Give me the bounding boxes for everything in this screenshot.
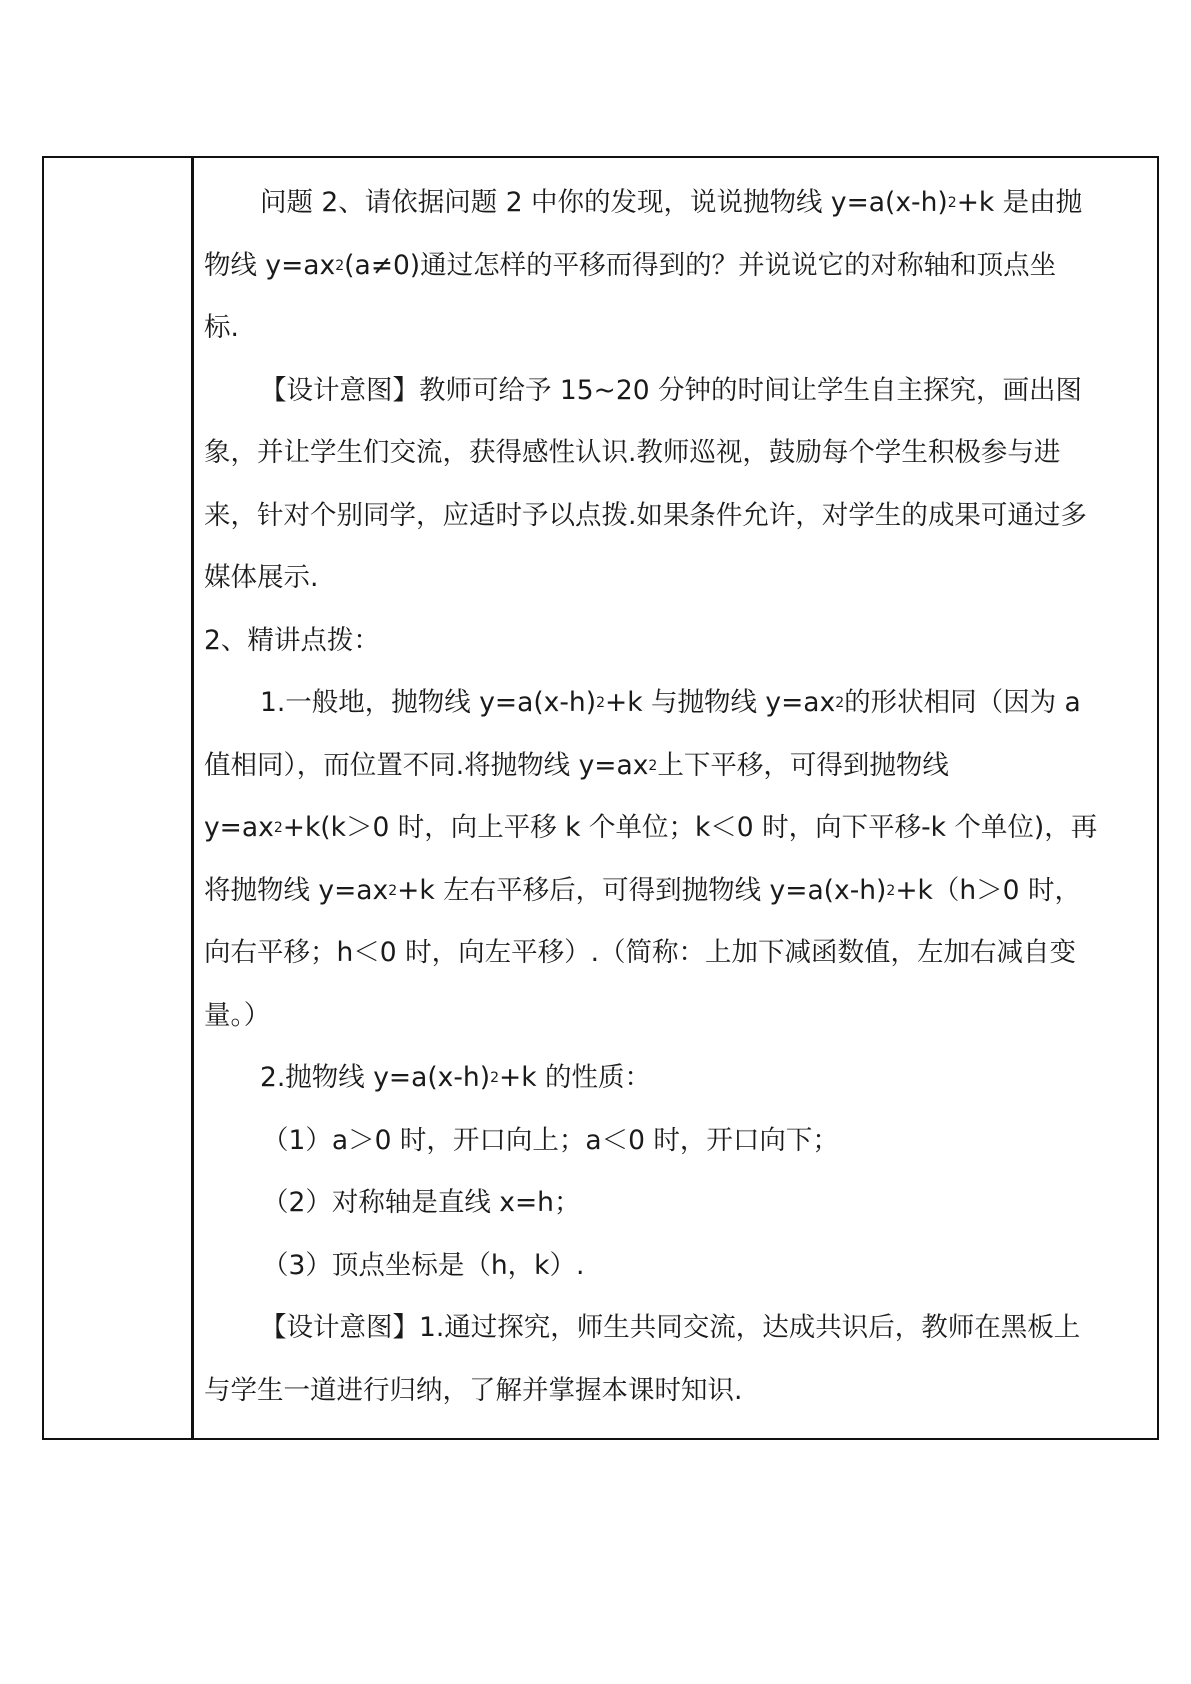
property-1: （1）a＞0 时，开口向上；a＜0 时，开口向下； xyxy=(262,1124,839,1156)
property-3: （3）顶点坐标是（h，k）. xyxy=(262,1249,585,1281)
point-1-line-5: 向右平移；h＜0 时，向左平移）.（简称：上加下减函数值，左加右减自变 xyxy=(204,937,1077,968)
section-heading-key-points: 2、精讲点拨： xyxy=(204,624,380,656)
design-intent-2-line-2: 与学生一道进行归纳，了解并掌握本课时知识. xyxy=(204,1374,743,1406)
design-intent-1-line-3: 来，针对个别同学，应适时予以点拨.如果条件允许，对学生的成果可通过多 xyxy=(204,499,1087,531)
question-2-line-2: 物线 $y=ax^2(a\ne 0)$通过怎样的平移而得到的？并说说它的对称轴和顶点坐 xyxy=(204,249,1057,281)
design-intent-1-line-4: 媒体展示. xyxy=(204,562,319,593)
point-1-line-1: 1.一般地，抛物线 $y=a(x-h)^2+k$ 与抛物线 $y=ax^2$的形状相同（因为 a xyxy=(260,687,1081,718)
point-1-line-6: 量。） xyxy=(204,999,271,1031)
property-2: （2）对称轴是直线 x=h； xyxy=(262,1187,581,1218)
question-2-line-3: 标. xyxy=(204,312,239,343)
lesson-table xyxy=(42,156,1159,1440)
design-intent-1-line-2: 象，并让学生们交流，获得感性认识.教师巡视，鼓励每个学生积极参与进 xyxy=(204,437,1061,468)
point-1-line-2: 值相同），而位置不同.将抛物线 $y=ax^2$上下平移，可得到抛物线 xyxy=(204,749,949,781)
design-intent-2-line-1: 【设计意图】1.通过探究，师生共同交流，达成共识后，教师在黑板上 xyxy=(260,1312,1081,1343)
left-cell xyxy=(44,158,194,1438)
design-intent-1-line-1: 【设计意图】教师可给予 15~20 分钟的时间让学生自主探究，画出图 xyxy=(260,374,1082,406)
point-1-line-4: 将抛物线 $y=ax^2+k$ 左右平移后，可得到抛物线 $y=a(x-h)^2+k(h>0$ 时， xyxy=(204,874,1081,906)
content-cell xyxy=(194,158,1157,1438)
question-2-line-1: 问题 2、请依据问题 2 中你的发现，说说抛物线 $y=a(x-h)^2+k$ 是由抛 xyxy=(260,187,1083,218)
point-1-line-3: $y=ax^2+k(k>0$ 时，向上平移 k 个单位；k＜0 时，向下平移-k 个单位)，再 xyxy=(204,812,1098,843)
point-2-heading: 2.抛物线 $y=a(x-h)^2+k$ 的性质： xyxy=(260,1062,651,1093)
